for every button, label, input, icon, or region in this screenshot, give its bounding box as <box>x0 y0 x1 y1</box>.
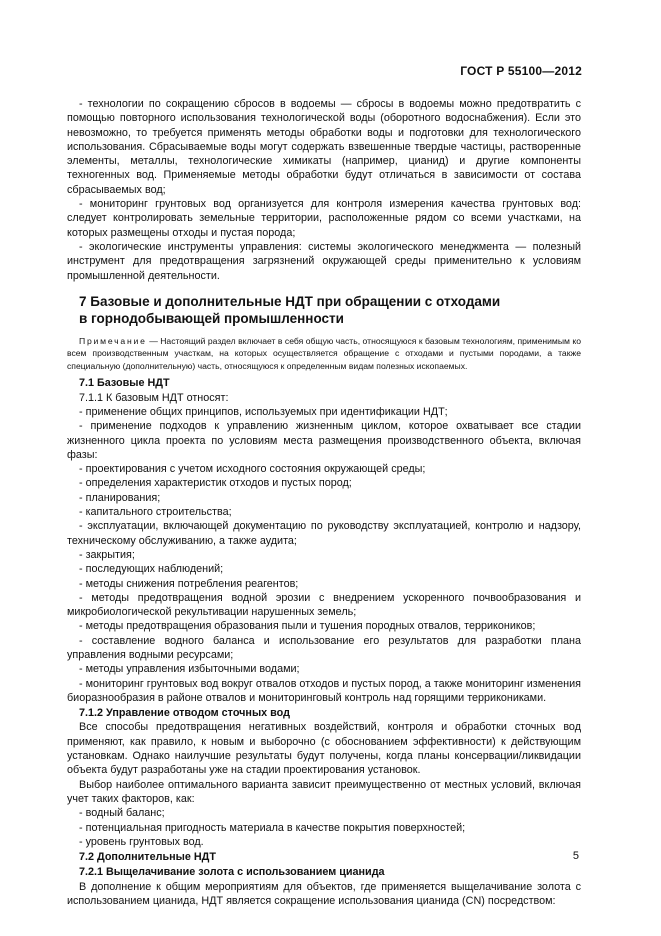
list-item: - планирования; <box>79 491 161 504</box>
list-item: - потенциальная пригодность материала в качестве покрытия поверхностей; <box>79 821 466 834</box>
document-header: ГОСТ Р 55100—2012 <box>460 64 582 78</box>
section-7-note <box>67 335 581 373</box>
list-item: - методы предотвращения водной эрозии с внедрением ускоренного почвообразования и микробиологической рекультивации нарушенных земель; <box>67 591 581 619</box>
list-item: - капитального строительства; <box>79 506 232 519</box>
list-item: - применение подходов к управлению жизненным циклом, которое охватывает все стадии жизненного цикла проекта по условиям места размещения производственного объекта, включая фазы: <box>67 420 581 461</box>
subsection-7-1-2-heading: 7.1.2 Управление отводом сточных вод <box>79 707 290 720</box>
list-item: - водный баланс; <box>79 807 165 820</box>
list-item: - методы предотвращения образования пыли и тушения породных отвалов, терриконикoв; <box>79 620 536 633</box>
paragraph: - экологические инструменты управления: системы экологического менеджмента — полезный инструмент для предотвращения загрязнений окружающей среды применительно к условиям промышленной деятельности. <box>67 240 581 282</box>
note-text: — Настоящий раздел включает в себя общую часть, относящуюся к базовым технологиям, применимым ко всем производственным участкам, на которых осуществляется обращение с отходами и пустыми породами, а также специальную (дополнительную) часть, относящуюся к определенным видам полезных ископаемых. <box>67 335 581 371</box>
list-item: - последующих наблюдений; <box>79 563 224 576</box>
subsection-7-2-heading: 7.2 Дополнительные НДТ <box>79 851 216 864</box>
paragraph: Выбор наиболее оптимального варианта зависит преимущественно от местных условий, включая учет таких факторов, как: <box>67 778 581 805</box>
section-7-title-line2: в горнодобывающей промышленности <box>79 310 344 326</box>
list-item: - проектирования с учетом исходного состояния окружающей среды; <box>79 463 426 476</box>
list-item: - уровень грунтовых вод. <box>79 835 204 848</box>
section-7-title-line1: 7 Базовые и дополнительные НДТ при обращении с отходами <box>79 293 501 309</box>
paragraph: Все способы предотвращения негативных воздействий, контроля и обработки сточных вод применяют, как правило, к новым и выборочно (с обоснованием эффективности) к действующим установкам. Однако наилучшие результаты будут получены, когда планы консервации/ликвидации объекта будут разработаны уже на стадии проектирования установок. <box>67 721 581 777</box>
paragraph: - мониторинг грунтовых вод организуется для контроля измерения качества грунтовых вод: следует контролировать земельные территории, расположенные рядом со всеми участками, на которых размещены отходы и пустая порода; <box>67 198 581 239</box>
subsection-7-1-heading: 7.1 Базовые НДТ <box>79 377 170 390</box>
list-item: - закрытия; <box>79 548 135 561</box>
list-item: - определения характеристик отходов и пустых пород; <box>79 477 352 490</box>
subsection-7-2-1-heading: 7.2.1 Выщелачивание золота с использованием цианида <box>79 866 385 879</box>
list-item: - применение общих принципов, используемых при идентификации НДТ; <box>79 405 448 418</box>
paragraph: В дополнение к общим мероприятиям для объектов, где применяется выщелачивание золота с использованием цианида, НДТ является сокращение использования цианида (CN) посредством: <box>67 880 581 908</box>
page-number: 5 <box>572 850 579 862</box>
list-item: - мониторинг грунтовых вод вокруг отвалов отходов и пустых пород, а также мониторинг изменения биоразнообразия в районе отвалов и мониторинговый контроль над горящими терриконикaми. <box>67 677 581 704</box>
section-7-heading <box>79 293 581 327</box>
list-item: - методы управления избыточными водами; <box>79 663 300 676</box>
list-item: - методы снижения потребления реагентов; <box>79 577 299 590</box>
list-item: - эксплуатации, включающей документацию по руководству эксплуатацией, контролю и надзору, техническому обслуживанию, а также аудита; <box>67 520 581 547</box>
document-body <box>67 97 581 908</box>
note-label: Примечание <box>79 335 147 346</box>
list-item: - составление водного баланса и использование его результатов для разработки плана управления водными ресурсами; <box>67 634 581 661</box>
subsection-7-1-intro: 7.1.1 К базовым НДТ относят: <box>79 391 229 404</box>
paragraph: - технологии по сокращению сбросов в водоемы — сбросы в водоемы можно предотвратить с помощью повторного использования технологической воды (оборотного водоснабжения). Если это невозможно, то требуется применять методы обработки воды и подготовки для технологического использования. Сбрасываемые воды могут содержать взвешенные твердые частицы, растворенные элементы, металлы, технологические химикаты (например, цианид) и другие компоненты техногенных вод. Применяемые методы обработки будут отличаться в зависимости от состава сбрасываемых вод; <box>67 98 581 196</box>
